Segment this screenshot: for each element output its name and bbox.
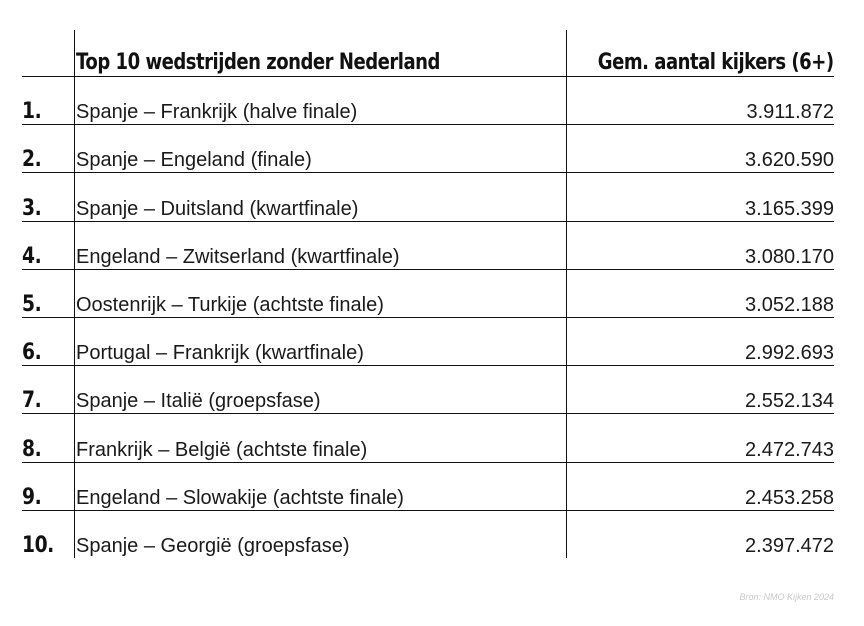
match-column-header: Top 10 wedstrijden zonder Nederland bbox=[76, 50, 440, 75]
match-name: Engeland – Zwitserland (kwartfinale) bbox=[76, 245, 400, 268]
rank-label: 5. bbox=[22, 291, 42, 317]
viewer-count: 3.080.170 bbox=[745, 245, 834, 268]
viewer-count: 2.453.258 bbox=[745, 486, 834, 509]
rank-label: 8. bbox=[22, 436, 42, 462]
rank-label: 4. bbox=[22, 243, 42, 269]
viewers-table bbox=[22, 30, 834, 559]
match-name: Spanje – Duitsland (kwartfinale) bbox=[76, 197, 359, 220]
table-row bbox=[22, 222, 834, 270]
match-name: Engeland – Slowakije (achtste finale) bbox=[76, 486, 404, 509]
table-row bbox=[22, 125, 834, 173]
viewer-count: 2.397.472 bbox=[745, 534, 834, 557]
viewer-count: 3.052.188 bbox=[745, 293, 834, 316]
table-row bbox=[22, 77, 834, 125]
viewer-count: 2.992.693 bbox=[745, 342, 834, 365]
match-name: Spanje – Italië (groepsfase) bbox=[76, 390, 321, 413]
table-row bbox=[22, 366, 834, 414]
table-row bbox=[22, 270, 834, 318]
viewer-count: 3.911.872 bbox=[746, 101, 834, 124]
table-row bbox=[22, 463, 834, 511]
viewer-count: 2.552.134 bbox=[745, 390, 834, 413]
rank-label: 6. bbox=[22, 340, 42, 366]
viewer-count: 2.472.743 bbox=[745, 438, 834, 461]
rank-label: 9. bbox=[22, 484, 42, 510]
viewers-column-header: Gem. aantal kijkers (6+) bbox=[598, 50, 834, 75]
rank-label: 7. bbox=[22, 388, 42, 414]
source-note: Bron: NMO Kijken 2024 bbox=[739, 592, 834, 602]
match-name: Portugal – Frankrijk (kwartfinale) bbox=[76, 342, 364, 365]
match-name: Spanje – Engeland (finale) bbox=[76, 149, 312, 172]
rank-label: 2. bbox=[22, 147, 42, 173]
table-row bbox=[22, 173, 834, 221]
table-row bbox=[22, 414, 834, 462]
match-name: Spanje – Georgië (groepsfase) bbox=[76, 534, 350, 557]
viewer-count: 3.620.590 bbox=[745, 149, 834, 172]
viewer-count: 3.165.399 bbox=[745, 197, 834, 220]
match-name: Frankrijk – België (achtste finale) bbox=[76, 438, 368, 461]
rank-label: 10. bbox=[22, 532, 54, 558]
table-row bbox=[22, 318, 834, 366]
match-name: Spanje – Frankrijk (halve finale) bbox=[76, 101, 358, 124]
table-header bbox=[22, 30, 834, 77]
rank-label: 1. bbox=[22, 99, 42, 125]
rank-label: 3. bbox=[22, 195, 42, 221]
match-name: Oostenrijk – Turkije (achtste finale) bbox=[76, 293, 384, 316]
table-row bbox=[22, 511, 834, 559]
